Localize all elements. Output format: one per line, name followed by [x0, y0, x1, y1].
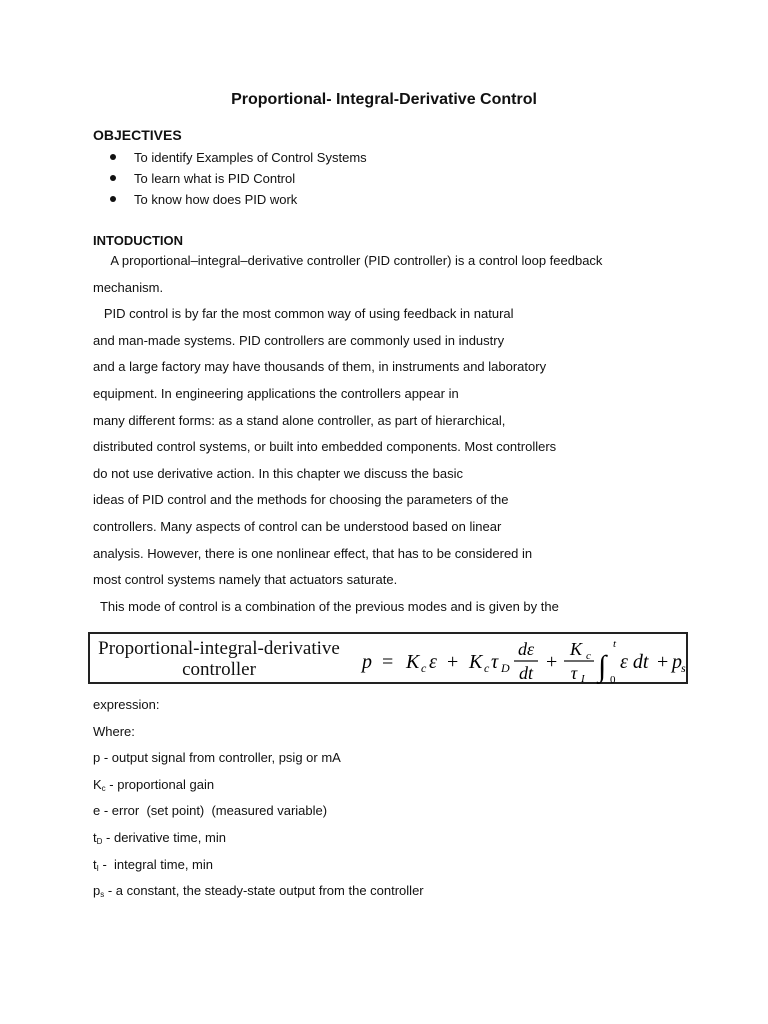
- definition-e: e - error (set point) (measured variable): [93, 803, 328, 819]
- eq-tau-i-sub: I: [581, 673, 585, 684]
- eq-kc-sub: c: [421, 661, 427, 675]
- expression-text: expression:: [93, 697, 160, 712]
- text-line: analysis. However, there is one nonlinear effect, that has to be considered in: [93, 545, 533, 561]
- where-text: Where:: [93, 723, 135, 739]
- text-line: equipment. In engineering applications the controllers appear in: [93, 385, 459, 401]
- text-line: many different forms: as a stand alone controller, as part of hierarchical,: [93, 412, 506, 428]
- eq-epsilon-dt: ε dt: [620, 651, 649, 673]
- eq-plus-2: +: [546, 651, 558, 673]
- eq-kc-2: K: [469, 651, 483, 673]
- list-item: To know how does PID work: [110, 190, 367, 211]
- text-line: and man-made systems. PID controllers are commonly used in industry: [93, 332, 505, 348]
- eq-epsilon: ε: [429, 651, 437, 673]
- text-line: most control systems namely that actuators saturate.: [93, 572, 398, 588]
- bullet-icon: [110, 154, 116, 160]
- eq-kc-3-sub: c: [586, 650, 591, 662]
- eq-equals: =: [382, 651, 394, 673]
- definitions-list: [93, 695, 424, 908]
- pid-equation: [350, 634, 686, 684]
- list-item: To identify Examples of Control Systems: [110, 148, 367, 169]
- text-line: mechanism.: [93, 279, 164, 295]
- eq-integral-upper: t: [613, 638, 617, 650]
- eq-ps: p: [672, 651, 682, 673]
- objectives-heading: OBJECTIVES: [93, 127, 182, 143]
- eq-ps-sub: s: [681, 661, 686, 675]
- bullet-icon: [110, 196, 116, 202]
- text-line: PID control is by far the most common way of using feedback in natural: [93, 306, 514, 322]
- eq-kc-2-sub: c: [484, 661, 490, 675]
- eq-tau-d: τ: [491, 651, 499, 673]
- eq-plus-1: +: [447, 651, 459, 673]
- definition-ps: $p_s$ - a constant, the steady-state output from the controller: [93, 883, 424, 900]
- formula-label: Proportional-integral-derivative controller: [98, 638, 340, 680]
- text-line: A proportional–integral–derivative controller (PID controller) is a control loop feedback: [93, 253, 603, 268]
- definition-td: $t_D$ - derivative time, min: [93, 829, 226, 846]
- definition-p: p - output signal from controller, psig or mA: [93, 750, 341, 766]
- eq-d-epsilon: dε: [517, 639, 535, 659]
- eq-plus-3: +: [657, 651, 669, 673]
- definition-ti: $t_I$ - integral time, min: [93, 856, 214, 873]
- text-line: and a large factory may have thousands of them, in instruments and laboratory: [93, 359, 547, 375]
- eq-kc: K: [406, 651, 420, 673]
- text-line: distributed control systems, or built into embedded components. Most controllers: [93, 439, 557, 455]
- text-line: This mode of control is a combination of the previous modes and is given by the: [93, 598, 559, 614]
- text-line: do not use derivative action. In this chapter we discuss the basic: [93, 465, 463, 481]
- eq-p: p: [362, 651, 372, 673]
- text-line: controllers. Many aspects of control can be understood based on linear: [93, 518, 502, 534]
- eq-integral-lower: 0: [610, 674, 616, 684]
- definition-kc: $K_c$ - proportional gain: [93, 776, 215, 793]
- eq-kc-3: K: [569, 639, 583, 659]
- eq-integral-sign: ∫: [598, 650, 607, 683]
- introduction-heading: INTODUCTION: [93, 233, 184, 248]
- eq-tau-d-sub: D: [501, 661, 510, 675]
- bullet-icon: [110, 175, 116, 181]
- text-line: ideas of PID control and the methods for choosing the parameters of the: [93, 492, 509, 508]
- page-title: Proportional- Integral-Derivative Control: [231, 91, 537, 108]
- introduction-paragraph: [93, 251, 602, 623]
- objectives-list: [110, 148, 367, 211]
- eq-tau-i: τ: [570, 663, 578, 683]
- pid-formula-box: [88, 632, 688, 684]
- list-item: To learn what is PID Control: [110, 169, 367, 190]
- eq-dt: dt: [518, 663, 534, 683]
